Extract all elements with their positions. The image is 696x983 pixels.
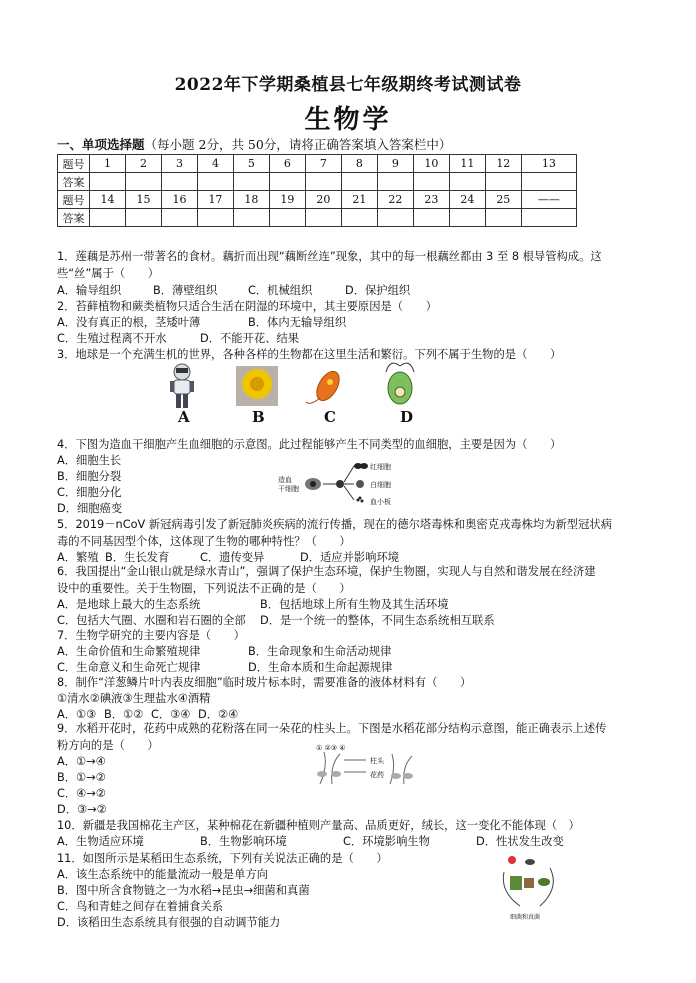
q11-option-a: A．该生态系统中的能量流动一般是单方向 — [57, 868, 269, 881]
q9-figure — [300, 746, 430, 786]
question-3: 3．地球是一个充满生机的世界，各种各样的生物都在这里生活和繁衍。下列不属于生物的是（ ） — [57, 348, 562, 361]
question-9-cont: 粉方向的是（ ） — [57, 739, 159, 752]
q1-option-c: C．机械组织 — [248, 284, 313, 297]
q3-figure — [160, 362, 430, 412]
q1-option-b: B．薄壁组织 — [153, 284, 218, 297]
q7-option-d: D．生命本质和生命起源规律 — [248, 661, 393, 674]
q2-option-b: B．体内无输导组织 — [248, 316, 347, 329]
q10-option-a: A．生物适应环境 — [57, 835, 144, 848]
question-6: 6．我国提出“金山银山就是绿水青山”，强调了保护生态环境，保护生物圈，实现人与自然和谐发展在经济建 — [57, 565, 596, 578]
subject-title: 生物学 — [304, 105, 392, 135]
q8-option-d: D．②④ — [198, 708, 239, 721]
q4-option-b: B．细胞分裂 — [57, 470, 122, 483]
q4-option-c: C．细胞分化 — [57, 486, 122, 499]
question-9: 9．水稻开花时，花药中成熟的花粉落在同一朵花的柱头上。下图是水稻花部分结构示意图，能正确表示上述传 — [57, 722, 607, 735]
answer-table-row: 答案 — [58, 209, 577, 227]
q4-fig-platelet: 血小板 — [370, 498, 391, 506]
question-8: 8．制作“洋葱鳞片叶内表皮细胞”临时玻片标本时，需要准备的液体材料有（ ） — [57, 676, 472, 689]
question-1: 1．莲藕是苏州一带著名的食材。藕折而出现“藕断丝连”现象，其中的每一根藕丝都由 3 至 8 根导管构成。这 — [57, 250, 602, 263]
sunflower-icon — [236, 366, 278, 406]
q10-option-c: C．环境影响生物 — [343, 835, 430, 848]
question-1-cont: 些“丝”属于（ ） — [57, 267, 160, 280]
section-heading: 一、单项选择题（每小题 2分，共 50分，请将正确答案填入答案栏中） — [57, 137, 452, 152]
question-11: 11．如图所示是某稻田生态系统，下列有关说法正确的是（ ） — [57, 852, 388, 865]
q5-option-b: B．生长发育 — [105, 551, 170, 564]
q1-option-d: D．保护组织 — [345, 284, 411, 297]
answer-table-row: 答案 — [58, 173, 577, 191]
algae-cell-icon — [386, 363, 414, 404]
q4-fig-rbc: 红细胞 — [370, 463, 391, 471]
q7-option-c: C．生命意义和生命死亡规律 — [57, 661, 201, 674]
q10-option-b: B．生物影响环境 — [200, 835, 287, 848]
question-2: 2．苔藓植物和蕨类植物只适合生活在阴湿的环境中，其主要原因是（ ） — [57, 300, 437, 313]
q8-option-b: B．①② — [104, 708, 144, 721]
question-4: 4．下图为造血干细胞产生血细胞的示意图。此过程能够产生不同类型的血细胞，主要是因为（ ） — [57, 438, 562, 451]
q9-option-a: A．①→④ — [57, 755, 106, 768]
question-10: 10．新疆是我国棉花主产区，某种棉花在新疆种植则产量高、品质更好，绒长，这一变化不能体现（ ） — [57, 819, 580, 832]
q5-option-a: A．繁殖 — [57, 551, 99, 564]
q5-option-d: D．适应并影响环境 — [300, 551, 400, 564]
answer-table-row: 题号 14 15 16 17 18 19 20 21 22 23 24 25 —— — [58, 191, 577, 209]
question-5: 5．2019－nCoV 新冠病毒引发了新冠肺炎疾病的流行传播，现在的德尔塔毒株和奥密克戎毒株均为新型冠状病 — [57, 518, 612, 531]
q11-option-c: C．鸟和青蛙之间存在着捕食关系 — [57, 900, 224, 913]
q9-fig-numbers: ① ②③ ④ — [316, 744, 346, 752]
q5-option-c: C．遗传变异 — [200, 551, 265, 564]
answer-table — [57, 154, 577, 227]
q3-label-b: B — [252, 408, 265, 426]
q4-option-a: A．细胞生长 — [57, 454, 122, 467]
question-6-cont: 设中的重要性。关于生物圈，下列说法不正确的是（ ） — [57, 582, 351, 595]
robot-icon — [170, 364, 194, 408]
q11-option-b: B．图中所含食物链之一为水稻→昆虫→细菌和真菌 — [57, 884, 310, 897]
q9-option-b: B．①→② — [57, 771, 106, 784]
q6-option-c: C．包括大气圈、水圈和岩石圈的全部 — [57, 614, 246, 627]
q4-fig-source-1: 造血 — [278, 476, 292, 484]
q8-option-c: C．③④ — [151, 708, 191, 721]
q9-fig-anther: 花药 — [370, 771, 384, 779]
q11-option-d: D．该稻田生态系统具有很强的自动调节能力 — [57, 916, 281, 929]
q6-option-a: A．是地球上最大的生态系统 — [57, 598, 201, 611]
q9-fig-stigma: 柱头 — [370, 757, 384, 765]
q6-option-d: D．是一个统一的整体，不同生态系统相互联系 — [260, 614, 495, 627]
q6-option-b: B．包括地球上所有生物及其生活环境 — [260, 598, 449, 611]
q3-label-a: A — [178, 408, 190, 426]
q10-option-d: D．性状发生改变 — [476, 835, 564, 848]
question-5-cont: 毒的不同基因型个体，这体现了生物的哪种特性？（ ） — [57, 535, 351, 548]
bacterium-icon — [306, 368, 344, 405]
q8-option-a: A．①③ — [57, 708, 97, 721]
q4-option-d: D．细胞癌变 — [57, 502, 123, 515]
q11-figure — [496, 852, 566, 914]
q4-fig-wbc: 白细胞 — [370, 481, 391, 489]
q9-option-d: D．③→② — [57, 803, 107, 816]
q7-option-a: A．生命价值和生命繁殖规律 — [57, 645, 201, 658]
q11-fig-label: 细菌和真菌 — [510, 914, 541, 921]
exam-title: 2022年下学期桑植县七年级期终考试测试卷 — [174, 75, 522, 95]
question-8-items: ①清水②碘液③生理盐水④酒精 — [57, 692, 211, 705]
q3-label-c: C — [324, 408, 336, 426]
question-7: 7．生物学研究的主要内容是（ ） — [57, 629, 245, 642]
q9-option-c: C．④→② — [57, 787, 106, 800]
q2-option-a: A．没有真正的根，茎矮叶薄 — [57, 316, 201, 329]
q2-option-c: C．生殖过程离不开水 — [57, 332, 167, 345]
q1-option-a: A．输导组织 — [57, 284, 122, 297]
q4-fig-source-2: 干细胞 — [278, 485, 299, 493]
q2-option-d: D．不能开花、结果 — [200, 332, 300, 345]
q7-option-b: B．生命现象和生命活动规律 — [248, 645, 392, 658]
q3-label-d: D — [400, 408, 414, 426]
answer-table-row: 题号 1 2 3 4 5 6 7 8 9 10 11 12 13 — [58, 155, 577, 173]
